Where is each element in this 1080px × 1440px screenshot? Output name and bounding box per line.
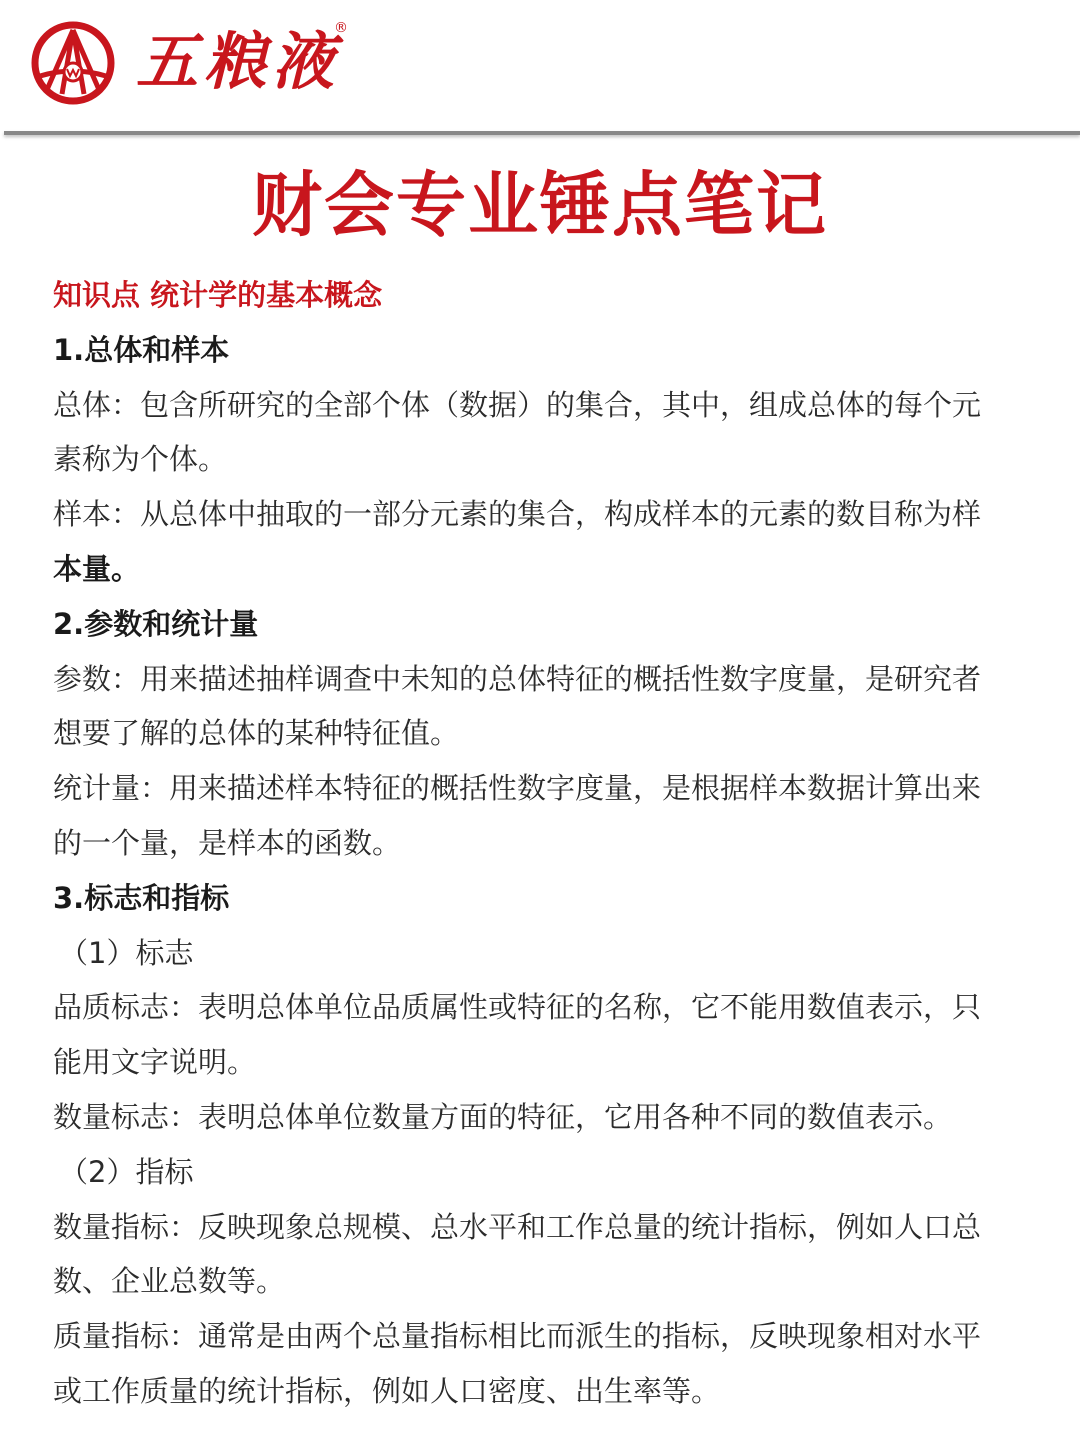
text-line: 数、企业总数等。 (53, 1264, 286, 1299)
text-line: 本量。 (53, 551, 141, 586)
subheading-sign: （1）标志 (59, 935, 194, 970)
text-line: 数量指标：反映现象总规模、总水平和工作总量的统计指标，例如人口总 (53, 1209, 982, 1244)
notes-content (53, 268, 1033, 1419)
text-line: 的一个量，是样本的函数。 (53, 825, 402, 860)
registered-mark: ® (334, 20, 348, 36)
brand-name: 五粮液 (136, 25, 341, 98)
text-line: 素称为个体。 (53, 442, 228, 477)
subheading-indicator: （2）指标 (59, 1154, 194, 1189)
header-divider (4, 131, 1080, 135)
header (0, 0, 1080, 132)
text-line: 数量标志：表明总体单位数量方面的特征，它用各种不同的数值表示。 (53, 1099, 953, 1134)
page-title: 财会专业锤点笔记 (252, 163, 828, 246)
section-label: 知识点 统计学的基本概念 (53, 278, 383, 312)
text-line: 品质标志：表明总体单位品质属性或特征的名称，它不能用数值表示，只 (53, 990, 982, 1025)
text-line: 样本：从总体中抽取的一部分元素的集合，构成样本的元素的数目称为样 (53, 497, 982, 532)
section-heading-3: 3.标志和指标 (53, 880, 230, 915)
text-line: 参数：用来描述抽样调查中未知的总体特征的概括性数字度量，是研究者 (53, 661, 982, 696)
section-heading-1: 1.总体和样本 (53, 332, 230, 367)
text-line: 或工作质量的统计指标，例如人口密度、出生率等。 (53, 1373, 721, 1408)
wuliangye-logo-icon (30, 20, 116, 106)
section-heading-2: 2.参数和统计量 (53, 606, 259, 641)
text-line: 总体：包含所研究的全部个体（数据）的集合，其中，组成总体的每个元 (53, 387, 982, 422)
text-line: 质量指标：通常是由两个总量指标相比而派生的指标，反映现象相对水平 (53, 1319, 982, 1354)
text-line: 统计量：用来描述样本特征的概括性数字度量，是根据样本数据计算出来 (53, 771, 982, 806)
text-line: 想要了解的总体的某种特征值。 (53, 716, 460, 751)
text-line: 能用文字说明。 (53, 1045, 257, 1080)
